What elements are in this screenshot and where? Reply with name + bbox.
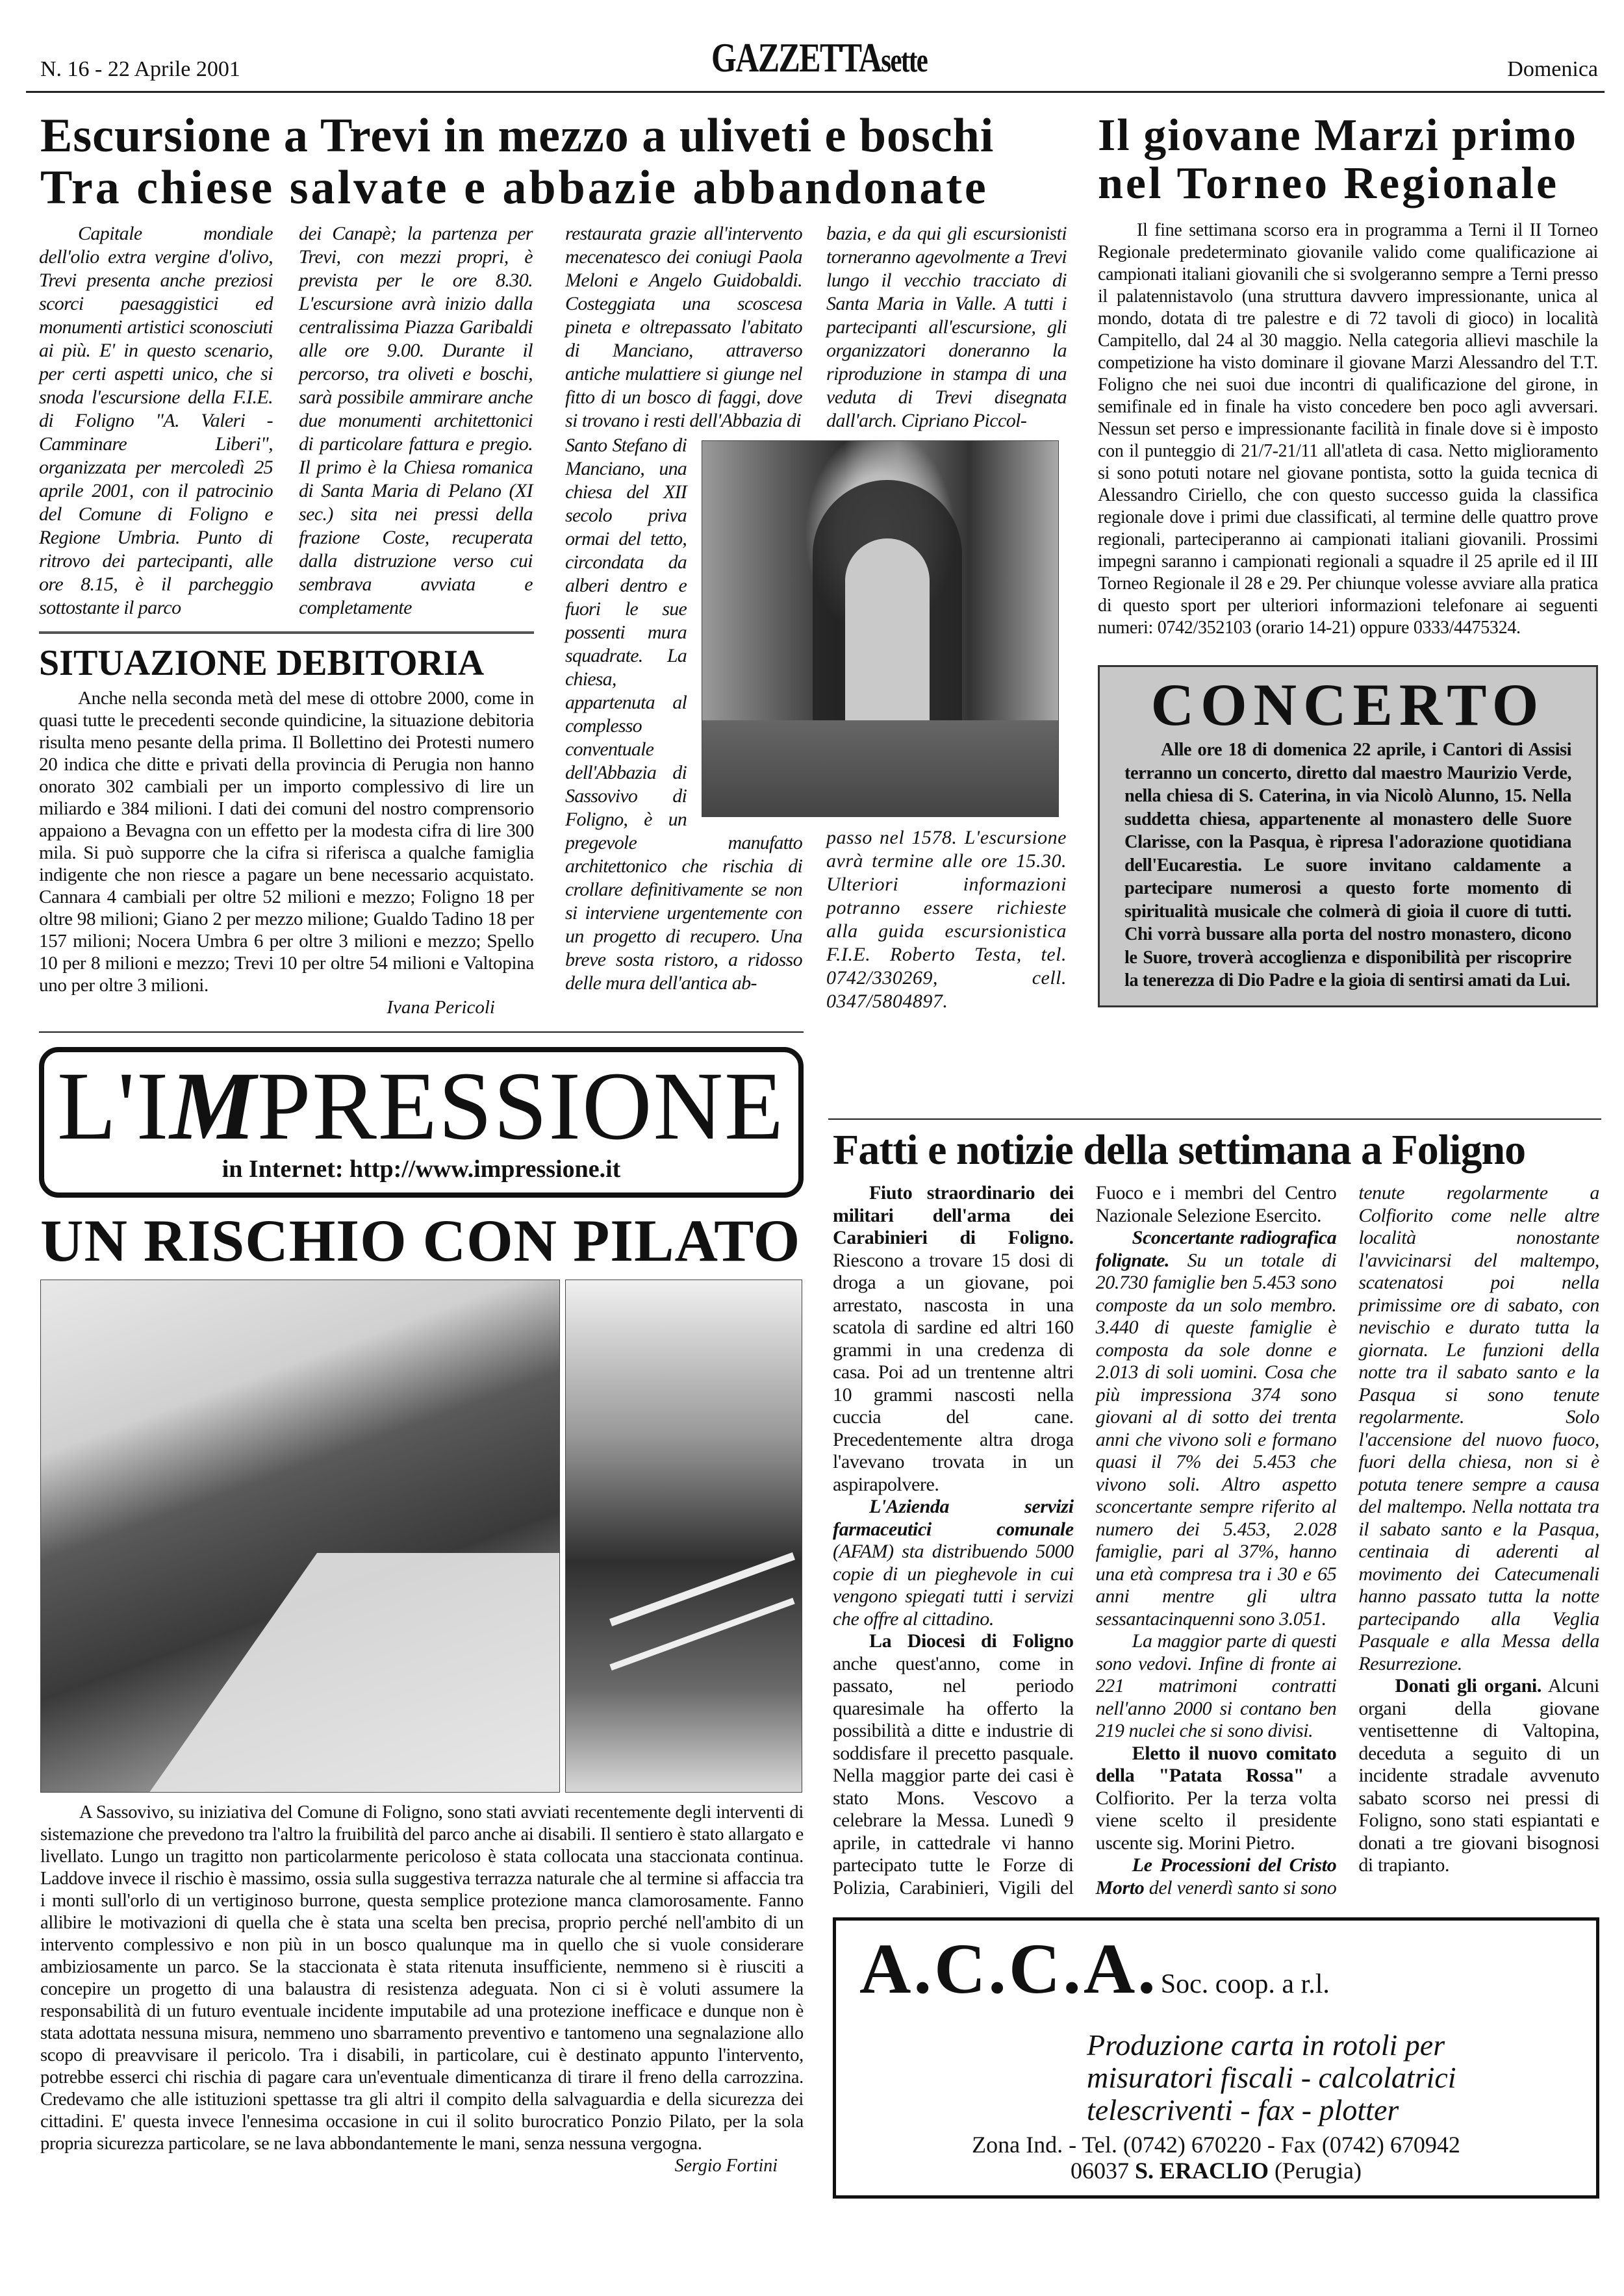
news-text: a Colfiorito. Per la terza volta viene scelto il presidente uscente sig. Morini Pietro. [1095,1765,1337,1854]
news-item [1096,1227,1337,1630]
debitoria-author: Ivana Pericoli [387,997,495,1018]
acca-contacts: Zona Ind. - Tel. (0742) 670220 - Fax (0742) 670942 [972,2132,1460,2158]
acca-tagline [1087,2029,1573,2126]
fatti-title: Fatti e notizie della settimana a Foligno [833,1126,1526,1174]
acca-brand [859,1930,1573,2029]
trevi-col-4-top: bazia, e da qui gli escursionisti torneranno agevolmente a Trevi lungo il vecchio tracciato di Santa Maria in Valle. A tutti i partecipanti all'escursione, gli organizzatori doneranno la riproduzione in stampa di una veduta di Trevi disegnata dall'arch. Cipriano Piccol- [826,223,1067,431]
news-lead: La Diocesi di Foligno [869,1630,1074,1652]
news-item [1096,1630,1337,1743]
fatti-columns [833,1182,1599,1899]
photo-path [90,1553,560,1793]
acca-cap: 06037 [1070,2158,1129,2184]
trevi-col-3-top: restaurata grazie all'intervento mecenatesco dei coniugi Paola Meloni e Angelo Guidobaldi. Costeggiata una scoscesa pineta e oltrepassato l'abitato di Manciano, attraverso antiche mulattiere si giunge nel fitto di un bosco di faggi, dove si trovano i resti dell'Abbazia di [565,223,802,431]
news-text: Su un totale di 20.730 famiglie ben 5.453 sono composte da un solo membro. 3.440 di queste famiglie è composta da sole donne e 2.013 di soli uomini. Cosa che più impressiona 374 sono giovani al di sotto dei trenta anni che vivono soli e formano quasi il 7% dei 5.453 che vivono soli. Altro aspetto sconcertante sempre riferito al numero dei 5.453, 2.028 famiglie, pari al 37%, hanno una età compresa tra i 30 e 65 anni mentre gli ultra sessantacinquenni sono 3.051. [1095,1249,1337,1630]
trevi-col-1: Capitale mondiale dell'olio extra vergine d'olivo, Trevi presenta anche preziosi scorci paesaggistici ed monumenti artistici sconosciuti ai più. E' in questo scenario, per certi aspetti unico, che si snoda l'escursione della F.I.E. di Foligno "A. Valeri - Camminare Liberi", organizzata per mercoledì 25 aprile 2001, con il patrocinio del Comune di Foligno e Regione Umbria. Punto di ritrovo dei partecipanti, alle ore 8.15, è il parcheggio sottostante il parco [39,223,273,618]
masthead-logo [711,34,927,82]
acca-name: A.C.C.A. [859,1929,1158,2008]
trevi-col-3-bottom: interviene urgentemente con un progetto di recupero. Una breve sosta ristoro, a ridosso delle mura dell'antica ab- [565,902,803,994]
concerto-box [1098,665,1598,1007]
photo-arch-opening [845,538,930,720]
pilato-article [40,1207,804,2177]
pilato-photos [40,1280,804,1793]
impressione-section [39,1031,804,1198]
news-text: anche quest'anno, come in passato, nel periodo quaresimale ha offerto la possibilità a ditte e industrie di soddisfare il precetto pasquale. Nella maggior parte dei casi è stato Mons. Vescovo a celebrare la Messa. Lunedì 9 aprile, in cattedrale vi hanno partecipato tutte le Forze di Polizia, Carabinieri, Vigili del Fuoco e i membri del Centro Nazionale Selezione Esercito. [833,1182,1337,1899]
impressione-logo [57,1052,785,1160]
trevi-col-3-narrow: Santo Stefano di Manciano, una chiesa del XII secolo priva ormai del tetto, circondata da alberi dentro e fuori le sue possenti mura squadrate. La chiesa, appartenuta al complesso conventuale dell'Abbazia di Sassovivo di Foligno, è un pregevole manufatto architettonico che rischia di crollare definitivamente se non si [565,435,802,924]
pilato-title: UN RISCHIO CON PILATO [40,1207,801,1274]
concerto-title: CONCERTO [1150,672,1545,738]
issue-date: N. 16 - 22 Aprile 2001 [40,57,240,81]
path-photo-left [40,1280,560,1793]
news-text: La maggior parte di questi sono vedovi. Infine di fronte ai 221 matrimoni contratti nell'anno 2000 si contano ben 219 nuclei che si sono divisi. [1095,1630,1337,1741]
acca-city: S. ERACLIO [1134,2158,1269,2184]
logo-text-start: L'I [57,1052,170,1160]
trevi-headline-1: Escursione a Trevi in mezzo a uliveti e boschi [40,109,995,162]
logo-m: M [170,1052,257,1160]
debitoria-body: Anche nella seconda metà del mese di ottobre 2000, come in quasi tutte le precedenti seconde quindicine, la situazione debitoria risulta meno pesante della prima. Il Bollettino dei Protesti numero 20 indica che ditte e privati della provincia di Perugia non hanno onorato 302 cambiali per un importo complessivo di lire un miliardo e 384 milioni. I dati dei comuni del nostro comprensorio appaiono a Bevagna con un effetto per la modesta cifra di lire 300 mila. Si può supporre che la cifra si riferisca a qualche famiglia indigente che non riesce a pagare un bene necessario acquistato. Cannara 4 cambiali per oltre 52 milioni e mezzo; Foligno 18 per oltre 98 milioni; Giano 2 per mezzo milione; Gualdo Tadino 18 per 157 milioni; Nocera Umbra 6 per oltre 3 milioni e mezzo; Spello 10 per 8 milioni e mezzo; Trevi 10 per oltre 54 milioni e Valtopina uno per oltre 3 milioni. [39,688,534,996]
news-lead: Sconcertante radiografica folignate. [1095,1227,1337,1271]
acca-province: (Perugia) [1275,2158,1362,2184]
marzi-headline-2: nel Torneo Regionale [1098,158,1560,208]
trevi-headline-2: Tra chiese salvate e abbazie abbandonate [40,161,989,214]
concerto-body: Alle ore 18 di domenica 22 aprile, i Cantori di Assisi terranno un concerto, diretto dal maestro Maurizio Verde, nella chiesa di S. Caterina, in via Nicolò Alunno, 15. Nella suddetta chiesa, appartenente al monastero delle Suore Clarisse, con la Pasqua, è ripresa l'adorazione quotidiana dell'Eucarestia. Le suore invitano caldamente a partecipare numerosi a questo forte momento di spiritualità musicale che colmerà di gioia il cuore di tutti. Chi vorrà bussare alla porta del nostro monastero, dicono le Suore, troverà accoglienza e disponibilità per riscoprire la tenerezza di Dio Padre e la gioia di sentirsi amati da Lui. [1124,740,1571,990]
railing-photo-right [565,1280,802,1793]
acca-tagline-line: Produzione carta in rotoli per [1087,2028,1445,2062]
marzi-body: Il fine settimana scorso era in programma a Terni il II Torneo Regionale predeterminato giovanile valido come qualificazione ai campionati italiani giovanili che si svolgeranno sempre a Terni presso il palatennistavolo (una struttura davvero impressionante, unica al mondo, dotata di tre palestre e di 72 tavoli di gioco) in località Campitello, dal 24 al 30 maggio. Nella categoria allievi maschile la competizione ha visto dominare il giovane Marzi Alessandro del T.T. Foligno che nei suoi due incontri di qualificazione del girone, in semifinale ed in finale ha visto concedere ben poco agli avversari. Nessun set perso e impressionante facilità in finale dove si è imposto con il punteggio di 21/7-21/11 all'atleta di casa. Netto miglioramento si sono potuti notare nel giovane pontista, sotto la guida tecnica di Alessandro Ciriello, che con questo successo guida la classifica regionale dove i primi due classificati, al termine delle quattro prove regionali, parteciperanno ai campionati italiani giovanili. Prossimi impegni saranno i campionati regionali a squadre il 25 aprile ed il III Torneo Regionale il 28 e 29. Per chiunque volesse avviare alla pratica di questo sport per ulteriori informazioni telefonare ai seguenti numeri: 0742/352103 (orario 14-21) oppure 0333/4475324. [1098,220,1598,638]
divider [39,1031,804,1033]
trevi-col-4-bottom: passo nel 1578. L'escursione avrà termine alle ore 15.30. Ulteriori informazioni potranno essere richieste alla guida escursionistica F.I.E. Roberto Testa, tel. 0742/330269, cell. 0347/5804897. [826,827,1067,1012]
logo-text-end: PRESSIONE [257,1052,785,1160]
impressione-logo-box [39,1047,804,1198]
news-item [1096,1743,1337,1855]
masthead-rule [26,91,1605,93]
news-lead: Eletto il nuovo comitato della "Patata Rossa" [1095,1742,1337,1786]
impressione-url[interactable]: in Internet: http://www.impressione.it [222,1155,621,1183]
masthead-suffix: sette [881,42,928,79]
news-lead: Donati gli organi. [1395,1675,1542,1697]
abbey-ruins-photo [702,440,1059,817]
news-text: (AFAM) sta distribuendo 5000 copie di un pieghevole in cui vengono spiegati tutti i servizi che offre al cittadino. [833,1541,1074,1630]
fatti-section [828,1118,1601,1899]
news-item [833,1496,1074,1630]
news-item [833,1182,1074,1496]
acca-tagline-line: misuratori fiscali - calcolatrici [1087,2061,1456,2094]
news-text: del venerdì santo si sono tenute regolarmente a Colfiorito come nelle altre località nonostante l'avvicinarsi del maltempo, scatenatosi poi nella primissime ore di sabato, con nevischio e durato tutta la giornata. Le funzioni della notte tra il sabato santo e la Pasqua si sono tenute regolarmente. Solo l'accensione del nuovo fuoco, fuori della chiesa, non si è potuta tenere sempre a causa del maltempo. Nella nottata tra il sabato santo e la Pasqua, centinaia di aderenti al movimento dei Catecumenali hanno passato tutta la notte partecipando alla Veglia Pasquale e alla Messa della Resurrezione. [1144,1182,1599,1899]
debitoria-article [39,631,534,1018]
photo-railing [609,1552,795,1626]
photo-ground [702,720,1059,817]
news-lead: L'Azienda servizi farmaceutici comunale [833,1496,1074,1540]
acca-advert [833,1917,1599,2199]
news-item [1358,1675,1599,1877]
news-lead: Le Processioni del Cristo Morto [1095,1854,1337,1899]
weekday: Domenica [1507,57,1598,81]
pilato-body: A Sassovivo, su iniziativa del Comune di Foligno, sono stati avviati recentemente degli interventi di sistemazione che prevedono tra l'altro la fruibilità del parco anche ai disabili. Il sentiero è stato allargato e livellato. Lungo un tragitto non particolarmente pericoloso è stata collocata una staccionata continua. Laddove invece il rischio è massimo, ossia sulla suggestiva terrazza naturale che al termine si affaccia tra i monti sull'orlo di un vertiginoso burrone, questa semplice protezione manca clamorosamente. Fanno allibire le motivazioni di quella che è stata una scelta ben precisa, proprio perché nell'ambito di un intervento complessivo e non più in un bosco qualunque ma in quello che si vuole considerare ambiziosamente un parco. Se la staccionata è stata ritenuta insufficiente, nemmeno si è riusciti a concepire un progetto di una balaustra di resistenza adeguata. Non ci si è voluti assumere la responsabilità di un futuro eventuale incidente imputabile ad una protezione inefficace e dunque non è stata adottata nessuna misura, nemmeno uno sbarramento preventivo e tantomeno una segnalazione allo scopo di preavvisare il pericolo. Tra i disabili, in particolare, cui è destinato appunto l'intervento, potrebbe esserci chi rischia di pagare cara un'eventuale dimenticanza di tirare il freno della carrozzina. Credevamo che alle istituzioni spettasse tra gli altri il compito della salvaguardia e della sicurezza dei cittadini. E' questa invece l'ennesima occasione in cui il solito burocratico Ponzio Pilato, per la sola propria sicurezza particolare, se ne lava abbondantemente le mani, senza nessuna vergogna. [40,1802,804,2154]
debitoria-title: SITUAZIONE DEBITORIA [39,643,485,683]
news-lead: Fiuto straordinario dei militari dell'arma dei Carabinieri di Foligno. [833,1182,1074,1248]
pilato-author: Sergio Fortini [674,2156,778,2176]
masthead-name: GAZZETTA [711,34,882,81]
trevi-col-2: dei Canapè; la partenza per Trevi, con mezzi propri, è prevista per le ore 8.30. L'escursione avrà inizio dalla centralissima Piazza Garibaldi alle ore 9.00. Durante il percorso, tra oliveti e boschi, sarà possibile ammirare anche due monumenti architettonici di particolare fattura e pregio. Il primo è la Chiesa romanica di Santa Maria di Pelano (XI sec.) sita nei pressi della frazione Coste, recuperata dalla distruzione verso cui sembrava avviata e completamente [299,223,533,618]
news-text: Alcuni organi della giovane ventisettenne di Valtopina, deceduta a seguito di un incidente stradale avvenuto sabato scorso nei pressi di Foligno, sono stati espiantati e donati a tre giovani bisognosi di trapianto. [1358,1675,1599,1876]
acca-address [859,2158,1573,2184]
divider [39,631,534,634]
acca-company-type: Soc. coop. a r.l. [1160,1969,1330,1999]
news-text: Riescono a trovare 15 dosi di droga a un giovane, poi arrestato, nascosta in una scatola di sardine ed altri 160 grammi in una credenza di casa. Poi ad un trentenne altri 10 grammi nascosti nella cuccia del cane. Precedentemente altra droga l'avevano trovata in un aspirapolvere. [833,1249,1074,1495]
impressione-logo-text [57,1052,785,1160]
divider [828,1118,1601,1120]
marzi-headline-1: Il giovane Marzi primo [1098,110,1578,160]
acca-tagline-line: telescriventi - fax - plotter [1087,2093,1399,2126]
